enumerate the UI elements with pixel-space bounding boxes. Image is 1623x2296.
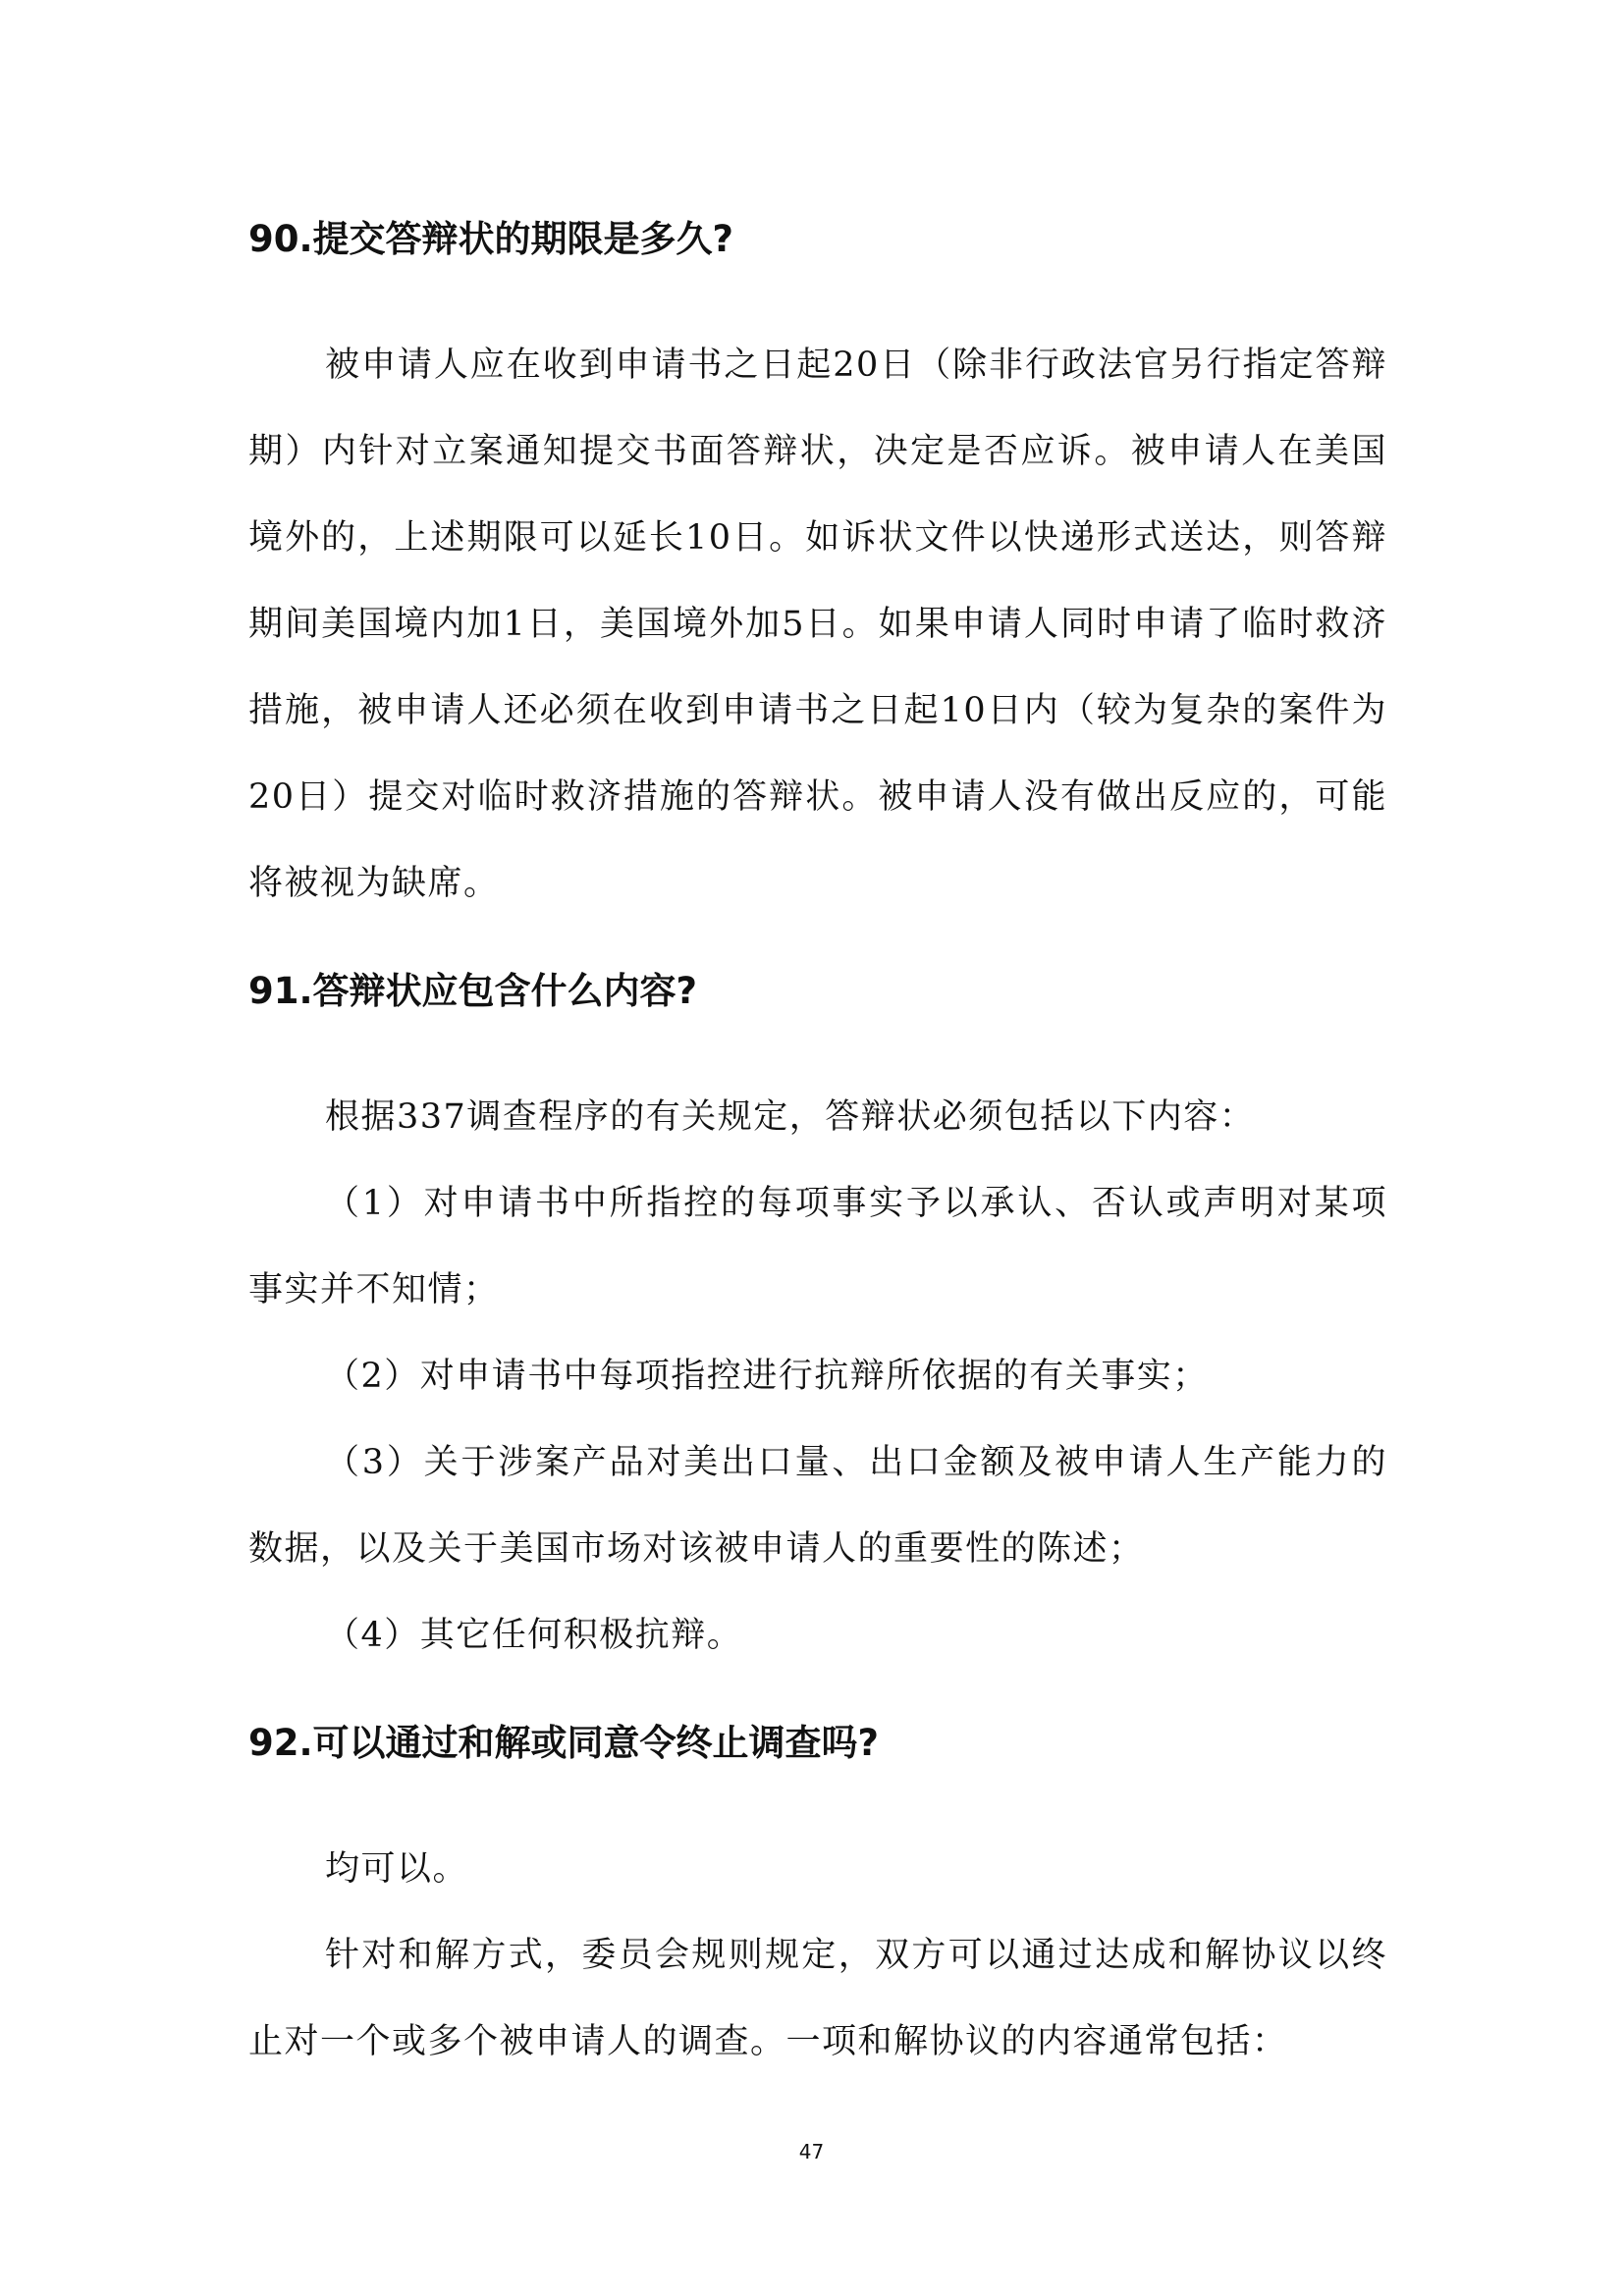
paragraph: 被申请人应在收到申请书之日起20日（除非行政法官另行指定答辩期）内针对立案通知提交书面答辩状，决定是否应诉。被申请人在美国境外的，上述期限可以延长10日。如诉状文件以快递形式送达，则答辩期间美国境内加1日，美国境外加5日。如果申请人同时申请了临时救济措施，被申请人还必须在收到申请书之日起10日内（较为复杂的案件为20日）提交对临时救济措施的答辩状。被申请人没有做出反应的，可能将被视为缺席。 bbox=[248, 346, 1387, 903]
section-heading-90: 90.提交答辩状的期限是多久? bbox=[248, 218, 734, 260]
section-heading-91: 91.答辩状应包含什么内容? bbox=[248, 970, 698, 1012]
list-item: （2）对申请书中每项指控进行抗辩所依据的有关事实； bbox=[325, 1357, 1209, 1396]
list-item: （4）其它任何积极抗辩。 bbox=[325, 1616, 743, 1655]
section-heading-92: 92.可以通过和解或同意令终止调查吗? bbox=[248, 1722, 880, 1764]
paragraph: 针对和解方式，委员会规则规定，双方可以通过达成和解协议以终止对一个或多个被申请人的调查。一项和解协议的内容通常包括： bbox=[248, 1936, 1387, 2061]
list-item: （3）关于涉案产品对美出口量、出口金额及被申请人生产能力的数据，以及关于美国市场对该被申请人的重要性的陈述； bbox=[248, 1443, 1387, 1569]
page-number: 47 bbox=[798, 2140, 825, 2163]
paragraph: 根据337调查程序的有关规定，答辩状必须包括以下内容： bbox=[325, 1097, 1256, 1137]
page-content bbox=[248, 196, 1387, 2085]
paragraph: 均可以。 bbox=[325, 1849, 469, 1889]
list-item: （1）对申请书中所指控的每项事实予以承认、否认或声明对某项事实并不知情； bbox=[248, 1184, 1387, 1309]
